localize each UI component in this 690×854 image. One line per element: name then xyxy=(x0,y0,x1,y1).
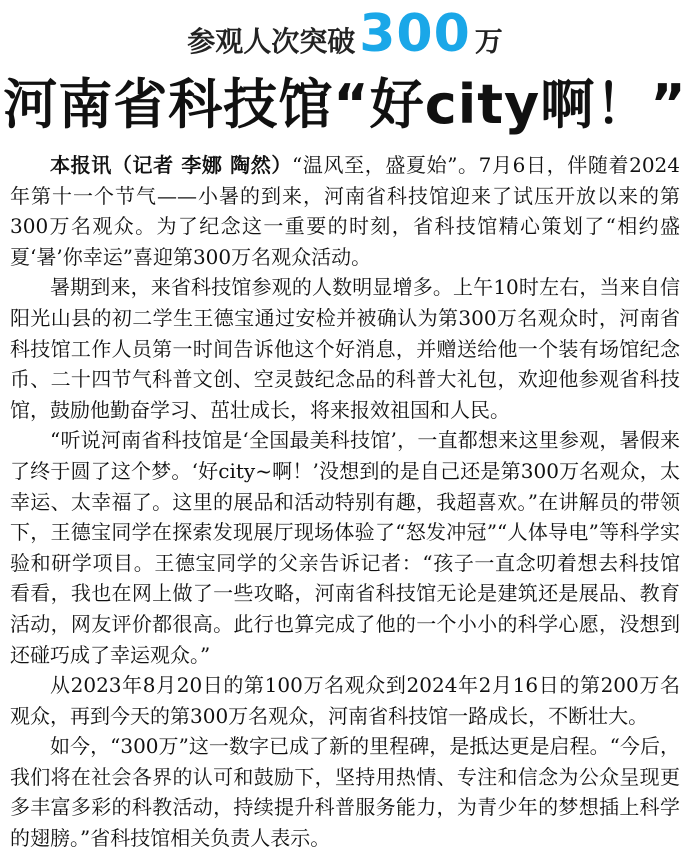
paragraph-1-text: “温风至，盛夏始”。7月6日，伴随着2024年第十一个节气——小暑的到来，河南省科技馆迎来了试压开放以来的第300万名观众。为了纪念这一重要的时刻，省科技馆精心策划了“相约盛夏‘暑’你幸运”喜迎第300万名观众活动。 xyxy=(10,153,680,269)
paragraph-3: “听说河南省科技馆是‘全国最美科技馆’，一直都想来这里参观，暑假来了终于圆了这个梦。‘好city~啊！’没想到的是自己还是第300万名观众，太幸运、太幸福了。这里的展品和活动特别有趣，我超喜欢。”在讲解员的带领下，王德宝同学在探索发现展厅现场体验了“怒发冲冠”“人体导电”等科学实验和研学项目。王德宝同学的父亲告诉记者：“孩子一直念叨着想去科技馆看看，我也在网上做了一些攻略，河南省科技馆无论是建筑还是展品、教育活动，网友评价都很高。此行也算完成了他的一个小小的科学心愿，没想到还碰巧成了幸运观众。” xyxy=(10,428,680,667)
headline: 河南省科技馆“好city啊！” xyxy=(3,73,687,136)
paragraph-2: 暑期到来，来省科技馆参观的人数明显增多。上午10时左右，当来自信阳光山县的初二学生王德宝通过安检并被确认为第300万名观众时，河南省科技馆工作人员第一时间告诉他这个好消息，并赠送给他一个装有场馆纪念币、二十四节气科普文创、空灵鼓纪念品的科普大礼包，欢迎他参观省科技馆，鼓励他勤奋学习、茁壮成长，将来报效祖国和人民。 xyxy=(10,275,680,422)
paragraph-4: 从2023年8月20日的第100万名观众到2024年2月16日的第200万名观众，再到今天的第300万名观众，河南省科技馆一路成长，不断壮大。 xyxy=(10,673,680,728)
kicker-unit: 万 xyxy=(474,25,503,58)
kicker-line xyxy=(0,4,690,64)
paragraph-5: 如今，“300万”这一数字已成了新的里程碑，是抵达更是启程。“今后，我们将在社会各界的认可和鼓励下，坚持用热情、专注和信念为公众呈现更多丰富多彩的科教活动，持续提升科普服务能力，为青少年的梦想插上科学的翅膀。”省科技馆相关负责人表示。 xyxy=(10,734,680,851)
kicker-number: 300 xyxy=(359,4,471,64)
article-body xyxy=(10,150,680,854)
paragraph-1 xyxy=(10,150,680,272)
dateline: 本报讯（记者 李娜 陶然） xyxy=(50,153,293,177)
kicker-text: 参观人次突破 xyxy=(187,25,356,58)
